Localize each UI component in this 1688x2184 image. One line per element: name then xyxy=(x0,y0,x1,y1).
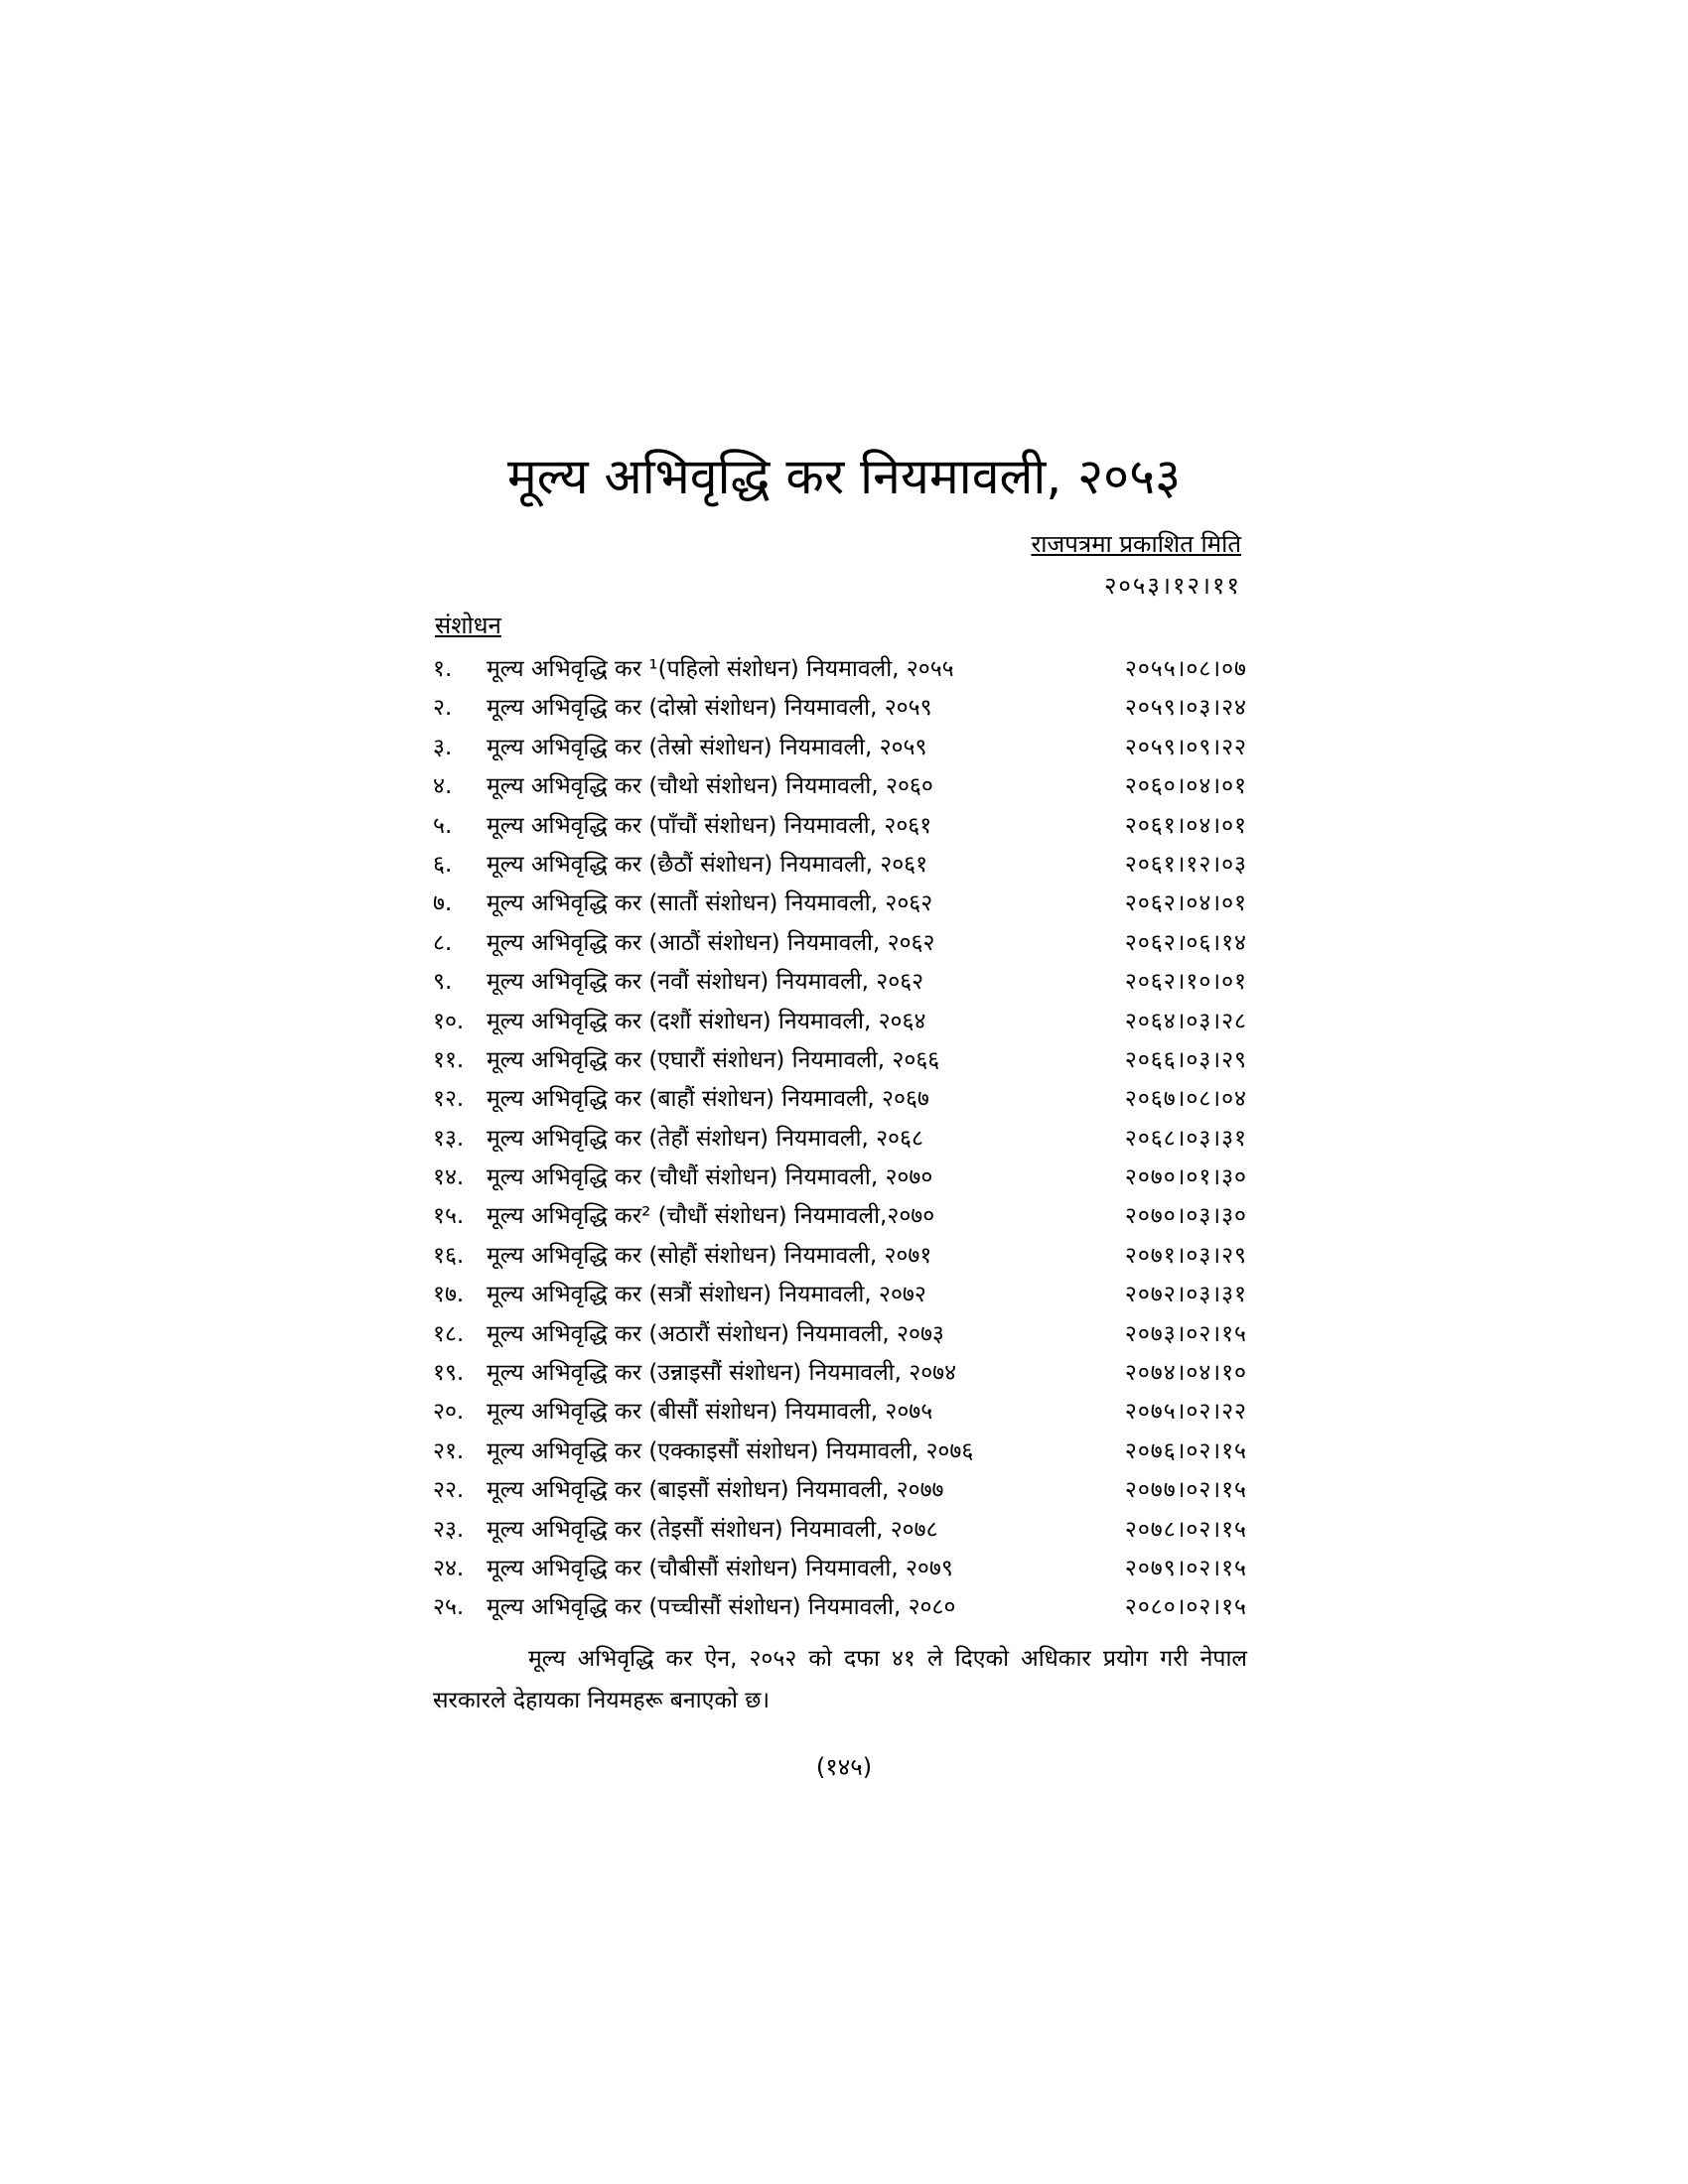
amendment-date: २०७०।०३।३० xyxy=(1124,1203,1247,1230)
amendment-row xyxy=(433,1276,1247,1314)
amendment-title: मूल्य अभिवृद्धि कर (तेइसौं संशोधन) नियमावली, २०७८ xyxy=(487,1516,938,1543)
amendment-number: ६. xyxy=(433,851,453,878)
amendment-number: १२. xyxy=(433,1086,465,1113)
amendment-title: मूल्य अभिवृद्धि कर (बाहौं संशोधन) नियमावली, २०६७ xyxy=(487,1086,929,1113)
amendment-title: मूल्य अभिवृद्धि कर (दशौं संशोधन) नियमावली, २०६४ xyxy=(487,1008,926,1034)
amendment-row xyxy=(433,963,1247,1002)
preamble-text: मूल्य अभिवृद्धि कर ऐन, २०५२ को दफा ४१ ले दिएको अधिकार प्रयोग गरी नेपाल सरकारले देहायका नियमहरू बनाएको छ। xyxy=(433,1646,1247,1713)
amendment-date: २०६१।०४।०१ xyxy=(1124,812,1247,839)
amendment-title: मूल्य अभिवृद्धि कर (नवौं संशोधन) नियमावली, २०६२ xyxy=(487,969,924,996)
amendment-date: २०५५।०८।०७ xyxy=(1124,656,1247,682)
amendment-title: मूल्य अभिवृद्धि कर (सत्रौं संशोधन) नियमावली, २०७२ xyxy=(487,1282,926,1308)
amendment-title: मूल्य अभिवृद्धि कर (तेहौं संशोधन) नियमावली, २०६८ xyxy=(487,1125,923,1152)
amendment-number: ७. xyxy=(433,890,453,917)
amendment-title: मूल्य अभिवृद्धि कर² (चौधौं संशोधन) नियमावली,२०७० xyxy=(487,1203,935,1230)
amendment-title: मूल्य अभिवृद्धि कर (सोहौं संशोधन) नियमावली, २०७१ xyxy=(487,1242,932,1269)
amendment-number: १६. xyxy=(433,1242,465,1269)
amendment-number: ११. xyxy=(433,1046,465,1073)
amendment-number: २०. xyxy=(433,1399,465,1426)
amendment-title: मूल्य अभिवृद्धि कर (छैठौं संशोधन) नियमावली, २०६१ xyxy=(487,851,928,878)
amendment-title: मूल्य अभिवृद्धि कर (एक्काइसौं संशोधन) नियमावली, २०७६ xyxy=(487,1437,974,1464)
amendment-number: ८. xyxy=(433,929,453,956)
amendment-date: २०५९।०३।२४ xyxy=(1124,695,1247,722)
amendment-number: ५. xyxy=(433,812,453,839)
amendment-date: २०७७।०२।१५ xyxy=(1124,1477,1247,1504)
amendment-row xyxy=(433,924,1247,963)
amendment-row xyxy=(433,1315,1247,1354)
amendment-title: मूल्य अभिवृद्धि कर (सातौं संशोधन) नियमावली, २०६२ xyxy=(487,890,933,917)
amendment-title: मूल्य अभिवृद्धि कर (उन्नाइसौं संशोधन) नियमावली, २०७४ xyxy=(487,1360,957,1387)
amendment-row xyxy=(433,1041,1247,1080)
amendment-row xyxy=(433,1511,1247,1550)
amendment-row xyxy=(433,767,1247,806)
amendment-row xyxy=(433,689,1247,728)
amendment-title: मूल्य अभिवृद्धि कर (चौधौं संशोधन) नियमावली, २०७० xyxy=(487,1164,933,1191)
amendment-date: २०६२।०४।०१ xyxy=(1124,890,1247,917)
amendment-date: २०६१।१२।०३ xyxy=(1124,851,1247,878)
amendment-date: २०६७।०८।०४ xyxy=(1124,1086,1247,1113)
amendment-title: मूल्य अभिवृद्धि कर (तेस्रो संशोधन) नियमावली, २०५९ xyxy=(487,734,927,760)
amendment-row xyxy=(433,1159,1247,1197)
amendment-number: ९. xyxy=(433,969,453,996)
amendment-date: २०६०।०४।०१ xyxy=(1124,773,1247,800)
amendment-date: २०६२।०६।१४ xyxy=(1124,929,1247,956)
amendment-number: ४. xyxy=(433,773,453,800)
amendments-heading: संशोधन xyxy=(435,612,501,639)
amendment-title: मूल्य अभिवृद्धि कर (दोस्रो संशोधन) नियमावली, २०५९ xyxy=(487,695,932,722)
amendment-row xyxy=(433,1471,1247,1510)
page-number: (१४५) xyxy=(815,1753,873,1781)
amendment-row xyxy=(433,1550,1247,1588)
amendment-date: २०७०।०१।३० xyxy=(1124,1164,1247,1191)
amendment-row xyxy=(433,1120,1247,1159)
amendment-number: १. xyxy=(433,656,453,682)
amendment-number: १७. xyxy=(433,1282,465,1308)
amendment-number: १३. xyxy=(433,1125,465,1152)
amendment-date: २०६४।०३।२८ xyxy=(1124,1008,1247,1034)
amendment-number: १५. xyxy=(433,1203,465,1230)
amendment-date: २०६८।०३।३१ xyxy=(1124,1125,1247,1152)
amendment-row xyxy=(433,729,1247,767)
amendment-number: २१. xyxy=(433,1437,465,1464)
amendment-title: मूल्य अभिवृद्धि कर (चौथो संशोधन) नियमावली, २०६० xyxy=(487,773,933,800)
amendment-row xyxy=(433,846,1247,885)
amendment-title: मूल्य अभिवृद्धि कर (बाइसौं संशोधन) नियमावली, २०७७ xyxy=(487,1477,944,1504)
amendment-date: २०६६।०३।२९ xyxy=(1124,1046,1247,1073)
amendment-title: मूल्य अभिवृद्धि कर (पच्चीसौं संशोधन) नियमावली, २०८० xyxy=(487,1594,956,1621)
amendment-number: १०. xyxy=(433,1008,465,1034)
amendment-number: २. xyxy=(433,695,453,722)
amendment-row xyxy=(433,1197,1247,1236)
amendment-date: २०७८।०२।१५ xyxy=(1124,1516,1247,1543)
amendment-title: मूल्य अभिवृद्धि कर (अठारौं संशोधन) नियमावली, २०७३ xyxy=(487,1320,944,1347)
amendment-row xyxy=(433,1433,1247,1471)
amendment-number: १४. xyxy=(433,1164,465,1191)
amendment-row xyxy=(433,1237,1247,1276)
amendments-list xyxy=(433,650,1247,1628)
amendment-number: ३. xyxy=(433,734,453,760)
amendment-row xyxy=(433,1080,1247,1119)
amendment-date: २०७४।०४।१० xyxy=(1124,1360,1247,1387)
amendment-date: २०७६।०२।१५ xyxy=(1124,1437,1247,1464)
amendment-row xyxy=(433,1003,1247,1041)
amendment-row xyxy=(433,1393,1247,1432)
amendment-row xyxy=(433,807,1247,846)
amendment-title: मूल्य अभिवृद्धि कर (पाँचौं संशोधन) नियमावली, २०६१ xyxy=(487,812,932,839)
amendment-number: २५. xyxy=(433,1594,465,1621)
amendment-number: १९. xyxy=(433,1360,465,1387)
amendment-number: १८. xyxy=(433,1320,465,1347)
amendment-title: मूल्य अभिवृद्धि कर (आठौं संशोधन) नियमावली, २०६२ xyxy=(487,929,935,956)
amendment-date: २०७३।०२।१५ xyxy=(1124,1320,1247,1347)
amendment-row xyxy=(433,1354,1247,1393)
amendment-row xyxy=(433,1588,1247,1627)
amendment-number: २४. xyxy=(433,1555,465,1581)
amendment-date: २०८०।०२।१५ xyxy=(1124,1594,1247,1621)
amendment-date: २०७९।०२।१५ xyxy=(1124,1555,1247,1581)
amendment-date: २०७१।०३।२९ xyxy=(1124,1242,1247,1269)
gazette-publication-label: राजपत्रमा प्रकाशित मिति xyxy=(1031,530,1241,558)
amendment-row xyxy=(433,885,1247,923)
document-title: मूल्य अभिवृद्धि कर नियमावली, २०५३ xyxy=(506,448,1182,505)
amendment-title: मूल्य अभिवृद्धि कर ¹(पहिलो संशोधन) नियमावली, २०५५ xyxy=(487,656,954,682)
amendment-date: २०५९।०९।२२ xyxy=(1124,734,1247,760)
amendment-date: २०७२।०३।३१ xyxy=(1124,1282,1247,1308)
amendment-number: २२. xyxy=(433,1477,465,1504)
amendment-row xyxy=(433,650,1247,689)
amendment-title: मूल्य अभिवृद्धि कर (चौबीसौं संशोधन) नियमावली, २०७९ xyxy=(487,1555,953,1581)
amendment-date: २०७५।०२।२२ xyxy=(1124,1399,1247,1426)
amendment-title: मूल्य अभिवृद्धि कर (बीसौं संशोधन) नियमावली, २०७५ xyxy=(487,1399,933,1426)
amendment-number: २३. xyxy=(433,1516,465,1543)
amendment-title: मूल्य अभिवृद्धि कर (एघारौं संशोधन) नियमावली, २०६६ xyxy=(487,1046,940,1073)
gazette-publication-date: २०५३।१२।११ xyxy=(1103,572,1241,600)
amendment-date: २०६२।१०।०१ xyxy=(1124,969,1247,996)
